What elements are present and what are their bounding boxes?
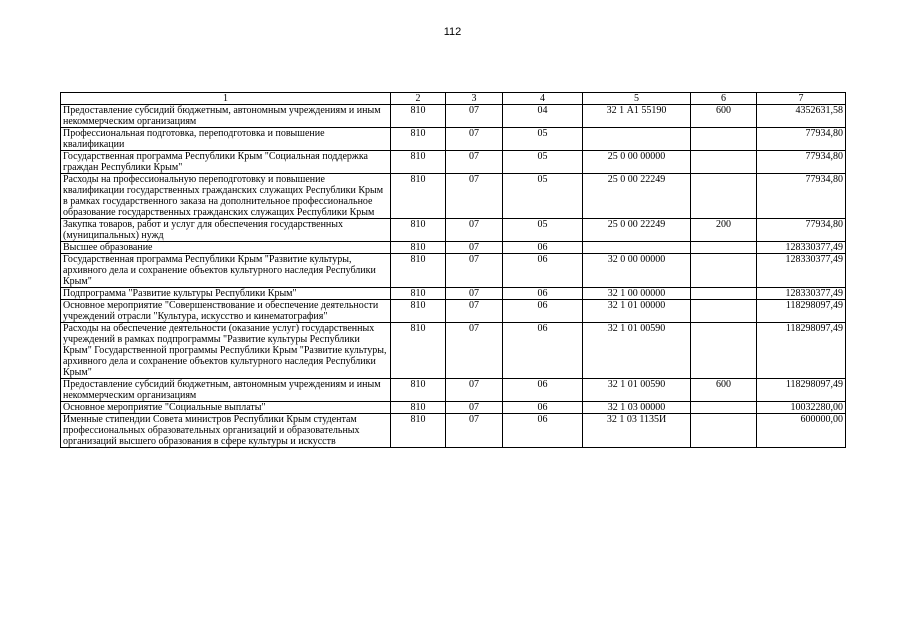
row-name-cell: Государственная программа Республики Крым "Развитие культуры, архивного дела и сохранение объектов культурного наследия Республики Крым" xyxy=(61,254,391,288)
table-row xyxy=(61,219,846,242)
row-code-6-cell xyxy=(691,402,757,414)
table-row xyxy=(61,414,846,448)
header-col-4: 4 xyxy=(503,93,583,105)
row-code-5-cell: 32 1 01 00590 xyxy=(583,323,691,379)
row-code-2-cell: 810 xyxy=(391,105,446,128)
row-code-4-cell: 05 xyxy=(503,128,583,151)
header-col-5: 5 xyxy=(583,93,691,105)
row-code-5-cell xyxy=(583,128,691,151)
row-name-cell: Именные стипендии Совета министров Республики Крым студентам профессиональных образовательных организаций и образовательных организаций высшего образования в сфере культуры и искусств xyxy=(61,414,391,448)
row-name-cell: Предоставление субсидий бюджетным, автономным учреждениям и иным некоммерческим организациям xyxy=(61,379,391,402)
row-code-6-cell: 200 xyxy=(691,219,757,242)
row-code-4-cell: 06 xyxy=(503,288,583,300)
budget-table xyxy=(60,92,846,448)
table-row xyxy=(61,254,846,288)
header-col-3: 3 xyxy=(446,93,503,105)
table-header-row xyxy=(61,93,846,105)
row-code-5-cell: 25 0 00 22249 xyxy=(583,219,691,242)
row-code-3-cell: 07 xyxy=(446,300,503,323)
table-row xyxy=(61,300,846,323)
row-code-2-cell: 810 xyxy=(391,174,446,219)
row-code-2-cell: 810 xyxy=(391,128,446,151)
row-code-4-cell: 05 xyxy=(503,151,583,174)
row-amount-cell: 118298097,49 xyxy=(757,379,846,402)
row-code-6-cell: 600 xyxy=(691,105,757,128)
table-row xyxy=(61,288,846,300)
row-code-2-cell: 810 xyxy=(391,288,446,300)
row-code-2-cell: 810 xyxy=(391,300,446,323)
row-name-cell: Основное мероприятие "Социальные выплаты" xyxy=(61,402,391,414)
row-amount-cell: 128330377,49 xyxy=(757,288,846,300)
row-amount-cell: 118298097,49 xyxy=(757,323,846,379)
row-code-5-cell: 25 0 00 00000 xyxy=(583,151,691,174)
row-code-5-cell: 32 1 01 00590 xyxy=(583,379,691,402)
row-name-cell: Расходы на обеспечение деятельности (оказание услуг) государственных учреждений в рамках подпрограммы "Развитие культуры Республики Крым" Государственной программы Республики Крым "Развитие культуры, архивного дела и сохранение объектов культурного наследия Республики Крым" xyxy=(61,323,391,379)
row-code-4-cell: 06 xyxy=(503,254,583,288)
row-code-3-cell: 07 xyxy=(446,151,503,174)
row-name-cell: Государственная программа Республики Крым "Социальная поддержка граждан Республики Крым" xyxy=(61,151,391,174)
row-code-3-cell: 07 xyxy=(446,414,503,448)
row-code-6-cell: 600 xyxy=(691,379,757,402)
row-amount-cell: 128330377,49 xyxy=(757,242,846,254)
row-name-cell: Закупка товаров, работ и услуг для обеспечения государственных (муниципальных) нужд xyxy=(61,219,391,242)
row-code-4-cell: 05 xyxy=(503,219,583,242)
row-code-2-cell: 810 xyxy=(391,219,446,242)
row-code-4-cell: 06 xyxy=(503,300,583,323)
row-code-4-cell: 06 xyxy=(503,379,583,402)
row-code-4-cell: 05 xyxy=(503,174,583,219)
row-amount-cell: 77934,80 xyxy=(757,128,846,151)
row-code-2-cell: 810 xyxy=(391,414,446,448)
row-name-cell: Профессиональная подготовка, переподготовка и повышение квалификации xyxy=(61,128,391,151)
table-row xyxy=(61,151,846,174)
row-amount-cell: 4352631,58 xyxy=(757,105,846,128)
row-code-3-cell: 07 xyxy=(446,323,503,379)
table-row xyxy=(61,323,846,379)
header-col-2: 2 xyxy=(391,93,446,105)
row-code-6-cell xyxy=(691,414,757,448)
row-amount-cell: 118298097,49 xyxy=(757,300,846,323)
header-col-1: 1 xyxy=(61,93,391,105)
row-code-3-cell: 07 xyxy=(446,105,503,128)
row-code-3-cell: 07 xyxy=(446,402,503,414)
row-code-5-cell: 32 1 А1 55190 xyxy=(583,105,691,128)
row-code-6-cell xyxy=(691,300,757,323)
table-row xyxy=(61,379,846,402)
row-code-2-cell: 810 xyxy=(391,379,446,402)
header-col-6: 6 xyxy=(691,93,757,105)
row-code-5-cell: 32 1 03 1135И xyxy=(583,414,691,448)
row-name-cell: Основное мероприятие "Совершенствование и обеспечение деятельности учреждений отрасли "Культура, искусство и кинематография" xyxy=(61,300,391,323)
row-code-2-cell: 810 xyxy=(391,254,446,288)
row-amount-cell: 77934,80 xyxy=(757,174,846,219)
table-row xyxy=(61,128,846,151)
row-code-2-cell: 810 xyxy=(391,242,446,254)
row-code-4-cell: 06 xyxy=(503,414,583,448)
row-amount-cell: 600000,00 xyxy=(757,414,846,448)
row-code-6-cell xyxy=(691,323,757,379)
row-name-cell: Предоставление субсидий бюджетным, автономным учреждениям и иным некоммерческим организациям xyxy=(61,105,391,128)
row-code-5-cell: 32 1 00 00000 xyxy=(583,288,691,300)
page-number: 112 xyxy=(443,26,462,38)
row-code-3-cell: 07 xyxy=(446,288,503,300)
row-amount-cell: 77934,80 xyxy=(757,219,846,242)
row-code-5-cell: 32 1 01 00000 xyxy=(583,300,691,323)
row-code-2-cell: 810 xyxy=(391,151,446,174)
row-name-cell: Подпрограмма "Развитие культуры Республики Крым" xyxy=(61,288,391,300)
row-code-4-cell: 06 xyxy=(503,402,583,414)
row-code-3-cell: 07 xyxy=(446,379,503,402)
row-code-6-cell xyxy=(691,254,757,288)
row-code-3-cell: 07 xyxy=(446,242,503,254)
row-code-3-cell: 07 xyxy=(446,254,503,288)
header-col-7: 7 xyxy=(757,93,846,105)
row-code-2-cell: 810 xyxy=(391,323,446,379)
row-code-6-cell xyxy=(691,151,757,174)
row-amount-cell: 77934,80 xyxy=(757,151,846,174)
row-code-3-cell: 07 xyxy=(446,174,503,219)
row-name-cell: Высшее образование xyxy=(61,242,391,254)
table-row xyxy=(61,105,846,128)
row-name-cell: Расходы на профессиональную переподготовку и повышение квалификации государственных гражданских служащих Республики Крым в рамках государственного заказа на дополнительное профессиональное образование государственных гражданских служащих Республики Крым xyxy=(61,174,391,219)
row-code-6-cell xyxy=(691,242,757,254)
row-amount-cell: 128330377,49 xyxy=(757,254,846,288)
row-code-6-cell xyxy=(691,174,757,219)
row-code-4-cell: 04 xyxy=(503,105,583,128)
row-code-4-cell: 06 xyxy=(503,323,583,379)
row-code-6-cell xyxy=(691,288,757,300)
row-amount-cell: 10032280,00 xyxy=(757,402,846,414)
row-code-3-cell: 07 xyxy=(446,219,503,242)
row-code-5-cell: 25 0 00 22249 xyxy=(583,174,691,219)
row-code-4-cell: 06 xyxy=(503,242,583,254)
row-code-2-cell: 810 xyxy=(391,402,446,414)
row-code-5-cell: 32 0 00 00000 xyxy=(583,254,691,288)
table-row xyxy=(61,242,846,254)
table-row xyxy=(61,174,846,219)
row-code-6-cell xyxy=(691,128,757,151)
row-code-3-cell: 07 xyxy=(446,128,503,151)
table-row xyxy=(61,402,846,414)
row-code-5-cell xyxy=(583,242,691,254)
row-code-5-cell: 32 1 03 00000 xyxy=(583,402,691,414)
